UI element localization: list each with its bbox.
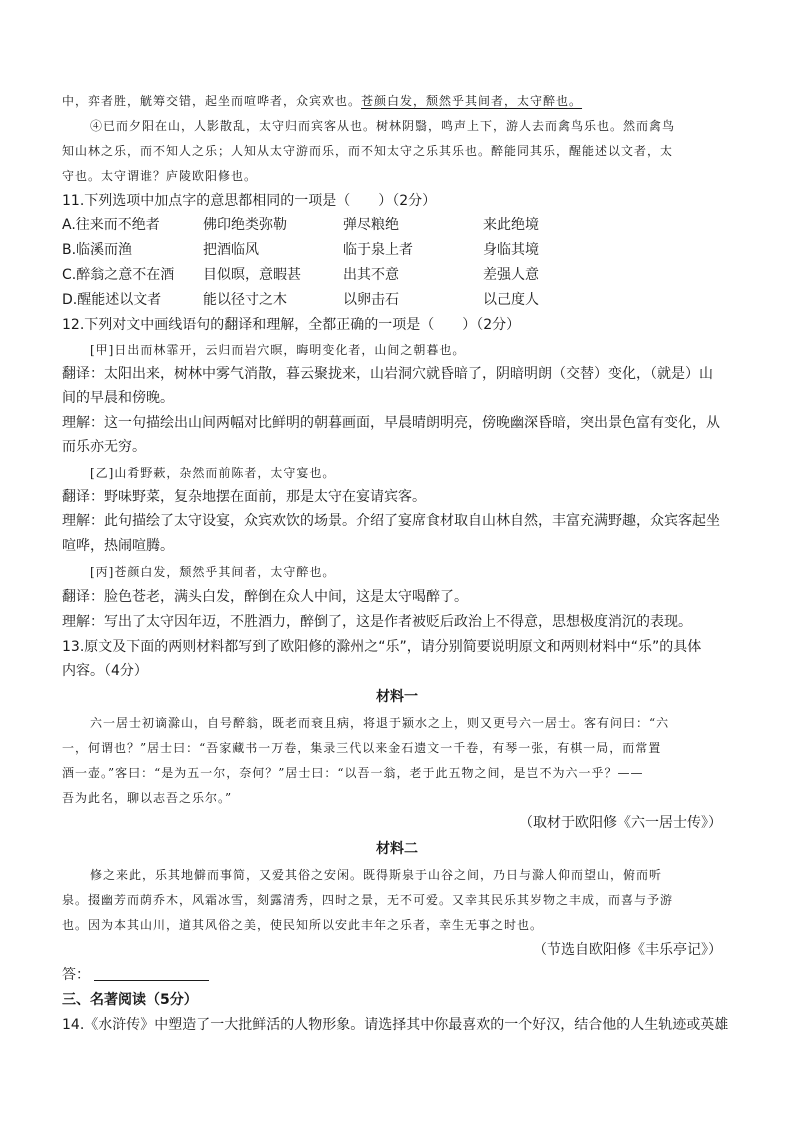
- q11-option-d-3: 以卵击石: [343, 292, 399, 308]
- section-3-heading: 三、名著阅读（5分）: [62, 992, 198, 1008]
- bing-translation: 翻译：脸色苍老，满头白发，醉倒在众人中间，这是太守喝醉了。: [62, 589, 468, 605]
- q11-option-a-2: 佛印绝类弥勒: [203, 217, 287, 233]
- answer-row: [62, 966, 732, 984]
- quote-jia: [甲]日出而林霏开，云归而岩穴暝，晦明变化者，山间之朝暮也。: [90, 343, 466, 357]
- material-1-line: 酒一壶。”客曰：“是为五一尔，奈何？”居士曰：“以吾一翁，老于此五物之间，是岂不为六一乎？——: [62, 766, 644, 780]
- jia-understanding-cont: 而乐亦无穷。: [62, 439, 146, 455]
- q11-option-d-1: D.醒能述以文者: [62, 292, 162, 308]
- q11-option-a-1: A.往来而不绝者: [62, 217, 160, 233]
- jia-understanding: 理解：这一句描绘出山间两幅对比鲜明的朝暮画面，早晨晴朗明亮，傍晚幽深昏暗，突出景色富有变化，从: [62, 415, 720, 431]
- q11-option-d-4: 以己度人: [483, 292, 539, 308]
- jia-translation: 翻译：太阳出来，树林中雾气消散，暮云聚拢来，山岩洞穴就昏暗了，阴暗明朗（交替）变化，（就是）山: [62, 366, 713, 382]
- jia-translation-cont: 间的早晨和傍晚。: [62, 390, 174, 406]
- q11-option-c-2: 目似暝，意暇甚: [203, 267, 301, 283]
- answer-blank[interactable]: [94, 966, 209, 981]
- yi-understanding-cont: 喧哗，热闹喧腾。: [62, 538, 174, 554]
- question-13-stem: 13.原文及下面的两则材料都写到了欧阳修的滁州之“乐”，请分别简要说明原文和两则材料中“乐”的具体: [62, 639, 702, 655]
- q11-option-c-1: C.醉翁之意不在酒: [62, 267, 175, 283]
- passage-line: [62, 92, 732, 110]
- yi-understanding: 理解：此句描绘了太守设宴，众宾欢饮的场景。介绍了宴席食材取自山林自然，丰富充满野趣，众宾客起坐: [62, 513, 720, 529]
- q11-option-a-3: 弹尽粮绝: [343, 217, 399, 233]
- quote-bing: [丙]苍颜白发，颓然乎其间者，太守醉也。: [90, 565, 336, 579]
- q11-option-c-4: 差强人意: [483, 267, 539, 283]
- q11-option-b-4: 身临其境: [483, 242, 539, 258]
- material-1-line: 一，何谓也？”居士曰：“吾家藏书一万卷，集录三代以来金石遗文一千卷，有琴一张，有棋一局，而常置: [62, 741, 662, 755]
- yi-translation: 翻译：野味野菜，复杂地摆在面前，那是太守在宴请宾客。: [62, 489, 426, 505]
- material-2-line: 也。因为本其山川，道其风俗之美，使民知所以安此丰年之乐者，幸生无事之时也。: [62, 918, 544, 932]
- material-1-source: （取材于欧阳修《六一居士传》）: [519, 815, 722, 831]
- passage-line: 守也。太守谓谁？庐陵欧阳修也。: [62, 169, 258, 183]
- passage-line: 知山林之乐，而不知人之乐；人知从太守游而乐，而不知太守之乐其乐也。醉能同其乐，醒能述以文者，太: [62, 144, 674, 158]
- question-13-stem-cont: 内容。（4分）: [62, 663, 148, 679]
- q11-option-c-3: 出其不意: [343, 267, 399, 283]
- material-2-line: 泉。掇幽芳而荫乔木，风霜冰雪，刻露清秀，四时之景，无不可爱。又幸其民乐其岁物之丰成，而喜与予游: [62, 893, 674, 907]
- material-1-line: 吾为此名，聊以志吾之乐尔。”: [62, 791, 233, 805]
- q11-option-d-2: 能以径寸之木: [203, 292, 287, 308]
- question-11-stem: 11.下列选项中加点字的意思都相同的一项是（ ）（2分）: [62, 193, 437, 209]
- q11-option-b-1: B.临溪而渔: [62, 242, 133, 258]
- question-14-stem: 14.《水浒传》中塑造了一大批鲜活的人物形象。请选择其中你最喜欢的一个好汉，结合他的人生轨迹或英雄: [62, 1017, 729, 1033]
- passage-text: 中，弈者胜，觥筹交错，起坐而喧哗者，众宾欢也。: [62, 94, 362, 108]
- underlined-sentence: 苍颜白发，颓然乎其间者，太守醉也。: [361, 94, 583, 108]
- question-12-stem: 12.下列对文中画线语句的翻译和理解，全都正确的一项是（ ）（2分）: [62, 317, 521, 333]
- quote-yi: [乙]山肴野蔌，杂然而前陈者，太守宴也。: [90, 466, 336, 480]
- material-1-title: 材料一: [376, 689, 418, 705]
- bing-understanding: 理解：写出了太守因年迈，不胜酒力，醉倒了，这是作者被贬后政治上不得意，思想极度消沉的表现。: [62, 614, 692, 630]
- material-1-line: 六一居士初谪滁山，自号醉翁，既老而衰且病，将退于颍水之上，则又更号六一居士。客有问曰：“六: [90, 716, 670, 730]
- passage-line: ④已而夕阳在山，人影散乱，太守归而宾客从也。树林阴翳，鸣声上下，游人去而禽鸟乐也。然而禽鸟: [90, 119, 676, 133]
- material-2-source: （节选自欧阳修《丰乐亭记》）: [533, 942, 722, 958]
- q11-option-a-4: 来此绝境: [483, 217, 539, 233]
- material-2-line: 修之来此，乐其地僻而事简，又爱其俗之安闲。既得斯泉于山谷之间，乃日与滁人仰而望山，俯而听: [90, 868, 663, 882]
- q11-option-b-3: 临于泉上者: [343, 242, 413, 258]
- answer-label: 答：: [62, 967, 90, 983]
- material-2-title: 材料二: [376, 841, 418, 857]
- q11-option-b-2: 把酒临风: [203, 242, 259, 258]
